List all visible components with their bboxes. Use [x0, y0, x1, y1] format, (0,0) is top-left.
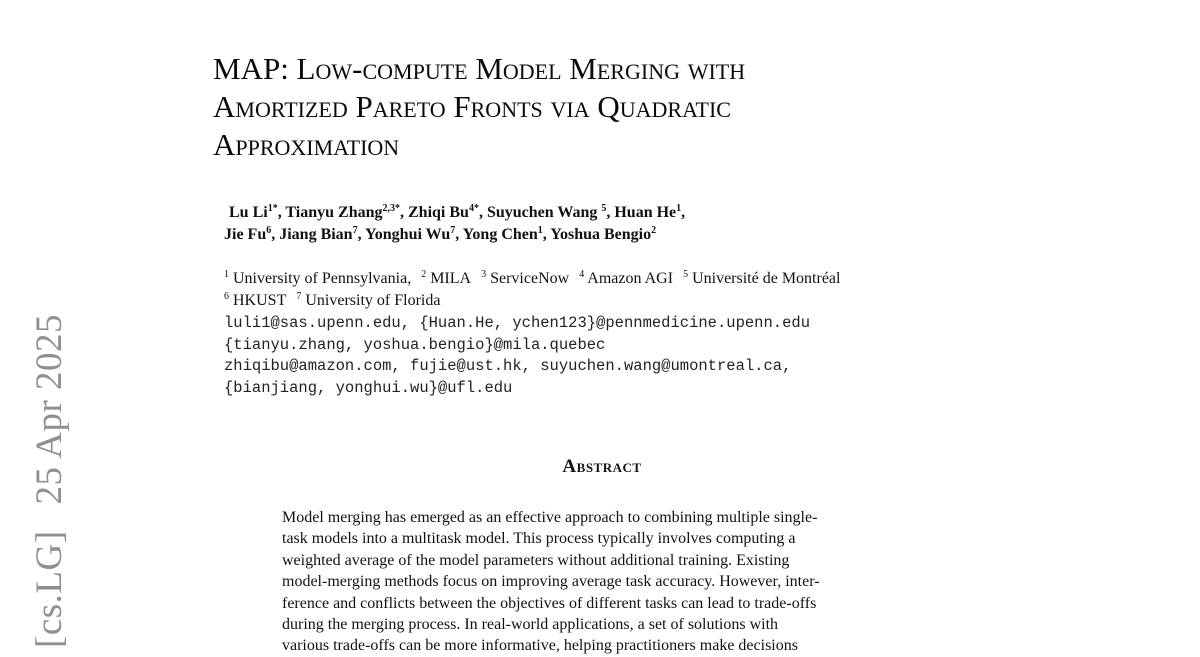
abstract-body [282, 507, 919, 657]
affiliation: $^7$ University of Florida [296, 291, 441, 309]
author-row [224, 202, 984, 224]
affiliation-row [224, 290, 1024, 312]
title-line: Approximation [213, 127, 400, 162]
author-list [224, 202, 984, 246]
affiliation: $^6$ HKUST [224, 291, 287, 309]
affiliation: $^4$ Amazon AGI [579, 269, 674, 287]
arxiv-stamp [30, 308, 70, 648]
arxiv-date: 25 Apr 2025 [29, 313, 70, 505]
abstract-line: various trade-offs can be more informative, helping practitioners make decisions [282, 637, 798, 655]
affiliation: $^3$ ServiceNow [481, 269, 570, 287]
email-line: {bianjiang, yonghui.wu}@ufl.edu [224, 378, 513, 397]
author: Jiang Bian$^7$, [279, 225, 365, 243]
email-line: luli1@sas.upenn.edu, {Huan.He, ychen123}@pennmedicine.upenn.edu [224, 314, 810, 332]
author: Lu $Li^{1*}$, [229, 203, 286, 221]
author-row [224, 224, 984, 246]
title-line: Amortized Pareto Fronts via Quadratic [213, 89, 731, 124]
affiliation: $^2$ MILA [421, 269, 472, 287]
author: Tianyu Zhang$^{2,3*}$, [285, 203, 408, 221]
email-line: zhiqibu@amazon.com, fujie@ust.hk, suyuchen.wang@umontreal.ca, [224, 357, 792, 375]
email-line: {tianyu.zhang, yoshua.bengio}@mila.quebec [224, 335, 606, 354]
abstract-line: during the merging process. In real-world applications, a set of solutions with [282, 615, 779, 633]
abstract-line: weighted average of the model parameters without additional training. Existing [282, 551, 790, 569]
author: Yoshua Bengio$^2$ [550, 225, 657, 243]
abstract-line: task models into a multitask model. This process typically involves computing a [282, 530, 796, 548]
author: Yong Chen$^1$, [462, 225, 551, 243]
author: Huan He$^1$, [614, 203, 686, 221]
affiliation-list [224, 268, 1024, 312]
title-line: MAP: Low-compute Model Merging with [213, 51, 746, 86]
email-list [224, 313, 1024, 399]
abstract-line: ference and conflicts between the objectives of different tasks can lead to trade-offs [282, 594, 817, 612]
paper-title [213, 50, 973, 164]
author: Jie Fu$^6$, [224, 225, 280, 243]
affiliation-row [224, 268, 1024, 290]
abstract-line: Model merging has emerged as an effective approach to combining multiple single- [282, 509, 818, 526]
arxiv-category: [cs.LG] [29, 530, 70, 648]
author: Yonghui Wu$^7$, [364, 225, 463, 243]
abstract-heading: Abstract [562, 456, 642, 477]
author: Suyuchen Wang $^5$, [486, 203, 615, 221]
affiliation: $^1$ University of Pennsylvania, [224, 269, 412, 287]
affiliation: $^5$ Université de Montréal [683, 269, 841, 287]
author: Zhiqi $Bu^{4*}$, [408, 203, 487, 221]
abstract-line: model-merging methods focus on improving average task accuracy. However, inter- [282, 573, 820, 591]
